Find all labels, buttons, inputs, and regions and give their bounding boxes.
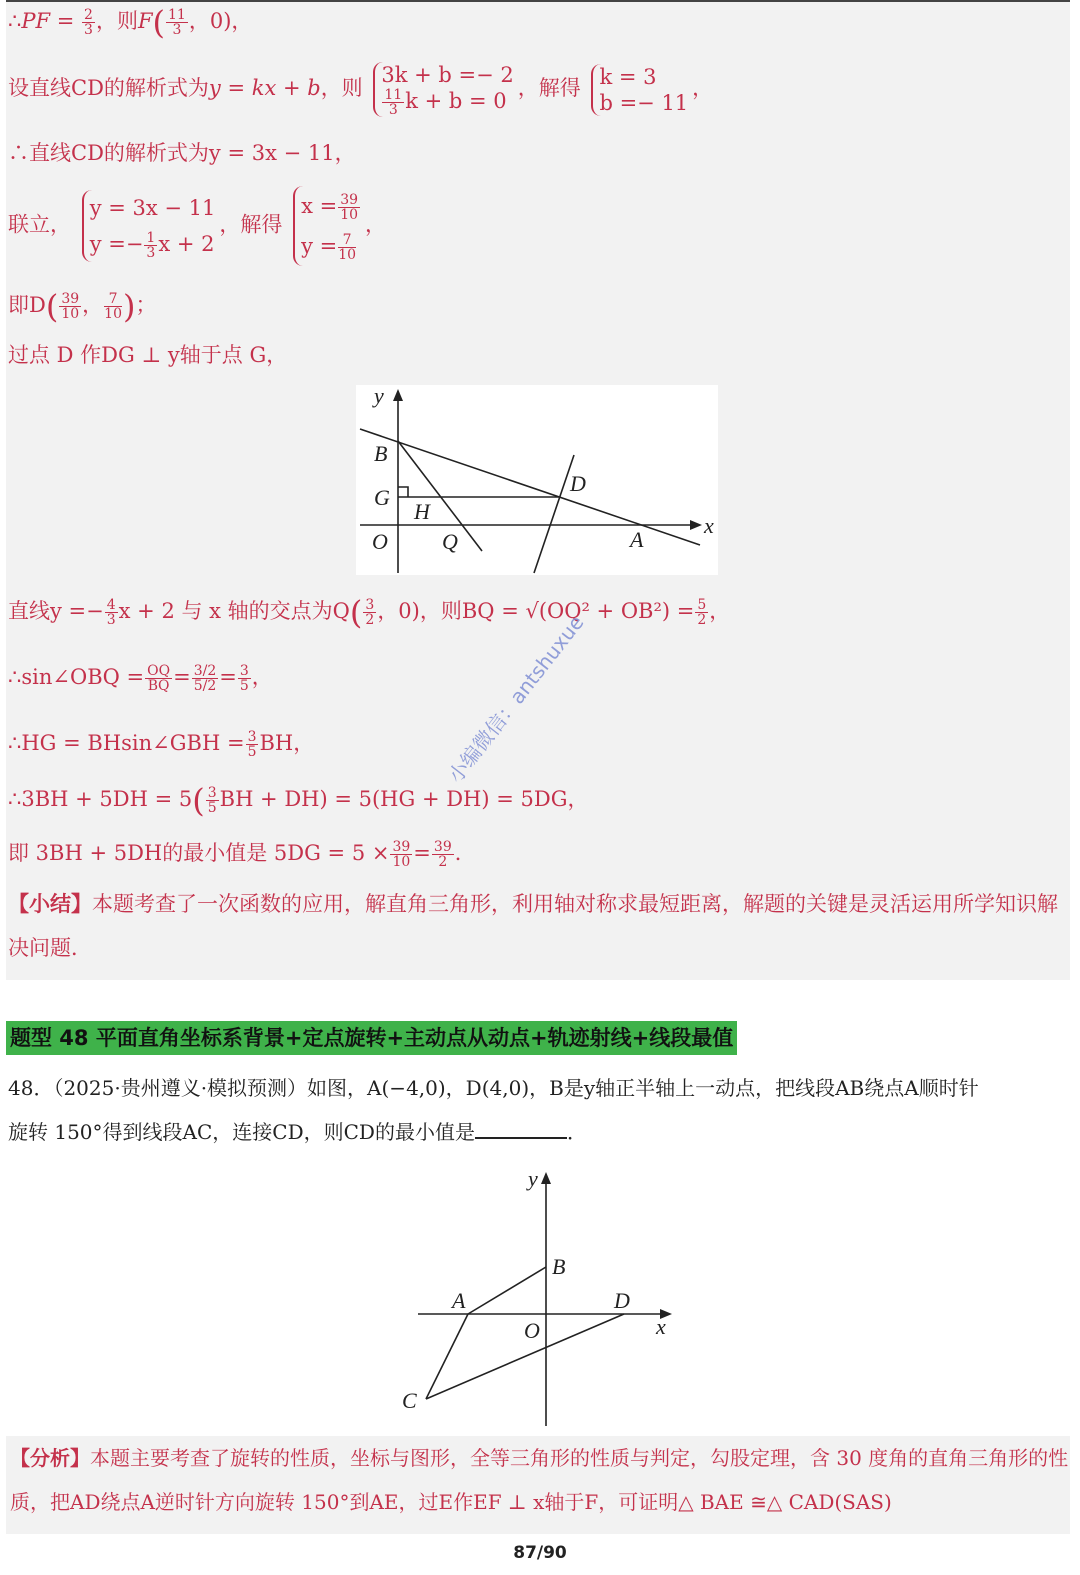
line-ba bbox=[360, 429, 700, 545]
solution-line-4 bbox=[8, 186, 386, 266]
solution-line-9: ∴HG = BHsin∠GBH = $\frac{3}{5}$ BH， bbox=[8, 729, 315, 760]
watermark: 小编微信：antshuxue bbox=[443, 610, 589, 788]
solution-line-10: ∴3BH + 5DH = 5( $\frac{3}{5}$ BH + DH) = 5(HG + DH) = 5DG， bbox=[8, 781, 589, 820]
y-axis-arrow bbox=[393, 389, 403, 401]
solution-line-8: ∴sin∠OBQ = $\frac{OQ}{BQ}$ = $\frac{3/2}{5/2}$ = $\frac{3}{5}$ ， bbox=[8, 663, 273, 694]
solution-system-kb bbox=[591, 64, 688, 116]
question-paragraph bbox=[8, 1066, 1070, 1154]
k-value: k = 3 bbox=[599, 64, 657, 89]
question-line-2: 旋转 150°得到线段AC，连接CD，则CD的最小值是 ． bbox=[8, 1110, 1070, 1154]
fraction-7-10: $\frac{7}{10}$ bbox=[104, 291, 122, 322]
fraction-11-3: $\frac{11}{3}$ bbox=[168, 7, 186, 38]
figure-1 bbox=[356, 385, 718, 575]
label-d: D bbox=[614, 1288, 630, 1313]
text-then: ，则 bbox=[320, 76, 363, 100]
analysis-paragraph bbox=[10, 1436, 1070, 1524]
therefore-symbol: ∴ bbox=[8, 9, 22, 33]
figure-1-svg bbox=[356, 385, 718, 575]
eq-1: 3k + b =− 2 bbox=[381, 63, 514, 87]
eq-2: $\frac{11}{3}$ k + b = 0 bbox=[384, 87, 507, 118]
text-ze: ，则 bbox=[95, 9, 138, 33]
label-c: C bbox=[402, 1388, 417, 1413]
label-b: B bbox=[552, 1254, 566, 1279]
solution-line-11: 即 3BH + 5DH的最小值是 5DG = 5 × $\frac{39}{10}$ = $\frac{39}{2}$ ． bbox=[8, 839, 476, 870]
text-set-line: 设直线CD的解析式为 bbox=[8, 76, 209, 100]
solution-line-3: ∴直线CD的解析式为y = 3x − 11， bbox=[8, 141, 356, 165]
segment-ab bbox=[468, 1267, 546, 1314]
right-angle-mark bbox=[398, 487, 408, 497]
y-axis-arrow bbox=[541, 1172, 551, 1184]
answer-blank[interactable] bbox=[475, 1115, 567, 1139]
eq-line-bq: y =− $\frac{1}{3}$ x + 2 bbox=[89, 230, 215, 261]
solution-line-1 bbox=[8, 3, 253, 42]
line-equation: y = kx + b bbox=[208, 76, 321, 100]
label-b: B bbox=[374, 441, 388, 466]
label-y: y bbox=[374, 385, 384, 408]
label-q: Q bbox=[442, 529, 458, 554]
point-f: F bbox=[137, 9, 153, 33]
comma: ， bbox=[692, 76, 714, 100]
equals: = bbox=[50, 9, 82, 33]
analysis-text: 本题主要考查了旋转的性质，坐标与图形，全等三角形的性质与判定，勾股定理，含 30 度角的直角三角形的性质，把AD绕点A逆时针方向旋转 150°到AE，过E作EF ⊥ x轴于F，可证明△ BAE ≅△ CAD(SAS) bbox=[10, 1446, 1069, 1514]
solution-line-2 bbox=[8, 62, 713, 117]
text-point-d: 即D bbox=[8, 293, 46, 317]
segment-pf: PF bbox=[21, 9, 51, 33]
text-solve-2: ，解得 bbox=[219, 212, 283, 237]
label-a: A bbox=[630, 527, 644, 552]
b-value: b =− 11 bbox=[599, 90, 689, 115]
analysis-tag: 【分析】 bbox=[10, 1446, 90, 1470]
solution-system-xy bbox=[293, 186, 361, 266]
line-cd bbox=[534, 455, 574, 573]
fraction-2-3: $\frac{2}{3}$ bbox=[84, 7, 93, 38]
summary-text: 本题考查了一次函数的应用，解直角三角形，利用轴对称求最短距离，解题的关键是灵活运用所学知识解决问题． bbox=[8, 892, 1058, 960]
section-header: 题型 48 平面直角坐标系背景+定点旋转+主动点从动点+轨迹射线+线段最值 bbox=[6, 1021, 737, 1055]
solution-line-6: 过点 D 作DG ⊥ y轴于点 G， bbox=[8, 343, 288, 367]
eq-line-cd: y = 3x − 11 bbox=[89, 196, 216, 220]
label-o: O bbox=[524, 1318, 540, 1343]
question-line-1: 48．（2025·贵州遵义·模拟预测）如图，A(−4,0)，D(4,0)，B是y轴正半轴上一动点，把线段AB绕点A顺时针 bbox=[8, 1076, 979, 1100]
label-d: D bbox=[570, 471, 586, 496]
summary-tag: 【小结】 bbox=[8, 891, 92, 916]
paren-open: ( bbox=[152, 3, 166, 42]
line-bq bbox=[398, 441, 482, 551]
figure-2-svg bbox=[400, 1160, 690, 1432]
equation-system-kb bbox=[373, 62, 513, 117]
text-solve: ，解得 bbox=[517, 76, 581, 100]
segment-ac bbox=[426, 1314, 468, 1399]
figure-2 bbox=[400, 1160, 690, 1432]
label-h: H bbox=[414, 499, 430, 524]
equation-system-xy bbox=[82, 190, 216, 262]
solution-line-7: 直线y =− $\frac{4}{3}$ x + 2 与 x 轴的交点为Q( $\frac{3}{2}$ ，0)，则BQ = √(OQ² + OB²) = $\frac{5}{2}$ ， bbox=[8, 593, 731, 632]
comma-2: ， bbox=[365, 212, 387, 237]
fraction-39-10: $\frac{39}{10}$ bbox=[61, 291, 80, 322]
text-combine: 联立， bbox=[8, 212, 71, 237]
summary-paragraph bbox=[8, 882, 1058, 970]
label-o: O bbox=[372, 529, 388, 554]
y-value: y = $\frac{7}{10}$ bbox=[301, 232, 357, 263]
label-y: y bbox=[528, 1166, 538, 1191]
label-g: G bbox=[374, 485, 390, 510]
analysis-panel bbox=[6, 1436, 1070, 1534]
solution-line-5: 即D( $\frac{39}{10}$ ， $\frac{7}{10}$ )； bbox=[8, 287, 157, 326]
coord-tail: ，0)， bbox=[188, 9, 253, 33]
label-a: A bbox=[452, 1288, 466, 1313]
x-axis-arrow bbox=[690, 520, 702, 530]
label-x: x bbox=[656, 1314, 666, 1339]
semicolon: ； bbox=[135, 293, 157, 317]
label-x: x bbox=[704, 513, 714, 538]
page-number: 87/90 bbox=[513, 1543, 567, 1563]
x-value: x = $\frac{39}{10}$ bbox=[301, 192, 359, 223]
